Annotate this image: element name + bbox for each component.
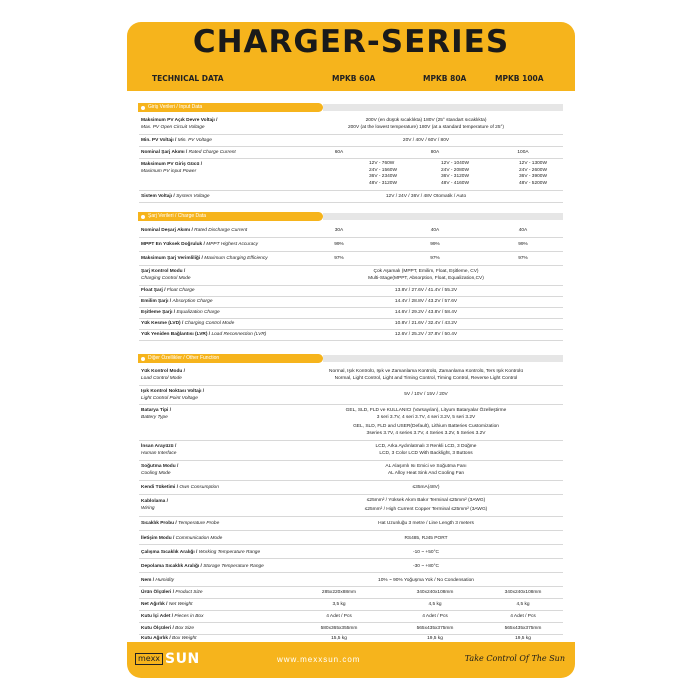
- model-2: MPKB 80A: [423, 74, 467, 83]
- footer: [127, 648, 575, 670]
- row-lvr: Yük Yeniden Bağlantısı (LVR) / Load Reconnection (LVR) 12.6V / 25.2V / 37.8V / 50.4V: [139, 331, 563, 341]
- row-battery-type: Batarya Tipi / Battery Type GEL, SLD, FLD ve KULLANICI (Varsayılan), Lityum Bataryalar Özelleştirme 3 seri 3.7V, 4 seri 3.7V, 4 seri 3.2V, 5 seri 3.2V GEL, SLD, FLD and USER(Default), Lithium Batteries Customization 3series 3.7V, 4 series 3.7V, 4 Series 3.2V, 5 Series 3.2V: [139, 406, 563, 441]
- model-3: MPKB 100A: [495, 74, 544, 83]
- bullet-icon: [141, 215, 145, 219]
- row-max-pv-voltage: Maksimum PV Açık Devre Voltajı / Max. PV Open Circuit Voltage 200V (en düşük sıcaklıkta) 180V (25° standart sıcaklıkta) 200V (at the lowest temperature) 180V (at a standard temperature of 25°): [139, 116, 563, 135]
- row-rated-discharge: Nominal Deşarj Akımı / Rated Discharge Current 30A 40A 40A: [139, 225, 563, 238]
- website-link[interactable]: www.mexxsun.com: [277, 655, 361, 664]
- slogan: Take Control Of The Sun: [464, 654, 565, 663]
- row-temperature-probe: Sıcaklık Probu / Temperature Probe Hat Uzunluğu 3 metre / Line Length 3 meters: [139, 518, 563, 531]
- mexxsun-logo: mexx SUN: [135, 652, 200, 666]
- row-pieces-in-box: Kutu İçi Adet / Pieces in Box 4 Adet / Pcs 4 Adet / Pcs 4 Adet / Pcs: [139, 612, 563, 623]
- row-min-pv-voltage: Min. PV Voltajı / Min. PV Voltage 20V / 40V / 60V / 80V: [139, 136, 563, 147]
- row-communication-mode: İletişim Modu / Communication Mode RS485, RJ45 PORT: [139, 532, 563, 545]
- row-mppt-accuracy: MPPT En Yüksek Doğruluk / MPPT Highest Accuracy 99% 99% 99%: [139, 239, 563, 252]
- row-own-consumption: Kendi Tüketimi / Own Consumption ≤35mA(48V): [139, 482, 563, 495]
- row-storage-temp: Depolama Sıcaklık Aralığı / Storage Temperature Range -30 ~ +80°C: [139, 560, 563, 573]
- row-charging-efficiency: Maksimum Şarj Verimliliği / Maximum Charging Efficiency 97% 97% 97%: [139, 253, 563, 266]
- technical-data-header: [127, 72, 575, 86]
- row-wiring: Kablolama / Wiring ≤25mm² / Yüksek Akım Bakır Terminal ≤25mm² (3AWG) ≤25mm² / High Current Copper Terminal ≤25mm² (3AWG): [139, 496, 563, 517]
- bullet-icon: [141, 357, 145, 361]
- row-box-size: Kutu Ölçüleri / Box Size 580x365x355mm 565x435x375mm 565x435x375mm: [139, 624, 563, 635]
- section-input: Giriş Verileri / Input Data: [127, 103, 575, 112]
- row-float-charge: Float Şarj / Float Charge 13.8V / 27.6V / 41.4V / 55.2V: [139, 287, 563, 297]
- model-1: MPKB 60A: [332, 74, 376, 83]
- row-humidity: Nem / Humidity 10% ~ 90% Yoğuşma Yok / No Condensation: [139, 574, 563, 587]
- row-product-size: Ürün Ölçüleri / Product Size 285x220x88mm 340x240x108mm 340x240x108mm: [139, 588, 563, 599]
- bullet-icon: [141, 106, 145, 110]
- row-light-control-voltage: Işık Kontrol Noktası Voltajı / Light Control Point Voltage 5V / 10V / 15V / 20V: [139, 387, 563, 405]
- row-cooling-mode: Soğutma Modu / Cooling Mode AL Alaşımlı Isı Emici ve Soğutma Fanı AL Alloy Heat Sink And Cooling Fan: [139, 462, 563, 481]
- row-box-weight: Kutu Ağırlık / Box Weight 15,5 kg 19,5 kg 19,5 kg: [141, 636, 531, 641]
- section-other: Diğer Özellikler / Other Function: [127, 354, 575, 363]
- row-equalization-charge: Eşitleme Şarjı / Equalization Charge 14.6V / 29.2V / 43.8V / 58.4V: [139, 309, 563, 319]
- spec-table: [127, 91, 575, 642]
- row-working-temp: Çalışma Sıcaklık Aralığı / Working Temperature Range -10 ~ +50°C: [139, 546, 563, 559]
- tech-data-label: TECHNICAL DATA: [152, 74, 224, 83]
- row-net-weight: Net Ağırlık / Net Weight 3,5 kg 4,5 kg 4,5 kg: [139, 600, 563, 611]
- section-charge: Şarj Verileri / Charge Data: [127, 212, 575, 221]
- page-title: CHARGER-SERIES: [192, 24, 510, 60]
- row-absorption-charge: Emilim Şarjı / Absorption Charge 14.4V / 28.8V / 43.2V / 57.6V: [139, 298, 563, 308]
- row-max-pv-power: Maksimum PV Giriş Gücü / Maximum PV input Power 12V - 760W 24V - 1560W 36V - 2340W 48V - 3120W 12V - 1040W 24V - 2080W 36V - 3120W 48V - 4160W 12V - 1300W 24V - 2600W 36V - 3900W 48V - 5200W: [139, 160, 563, 191]
- row-human-interface: İnsan Arayüzü / Human Interface LCD, Arka Aydınlatmalı 3 Renkli LCD, 3 Düğme LCD, 3 Color LCD With Backlight, 3 Buttons: [139, 442, 563, 461]
- row-load-control-mode: Yük Kontrol Modu / Load Control Mode Normal, Işık Kontrolü, Işık ve Zamanlama Kontrolü, Zamanlama Kontrolü, Ters Işık Kontrolü Normal, Light Control, Light and Timing Control, Timing Control, Reverse Light Control: [139, 367, 563, 386]
- row-lvd: Yük Kesme (LVD) / Charging Control Mode 10.8V / 21.6V / 32.4V / 43.2V: [139, 320, 563, 330]
- row-charging-mode: Şarj Kontrol Modu / Charging Control Mode Çok Aşamalı (MPPT, Emilim, Float, Eşitleme, CV) Multi-Stage(MPPT, Absorption, Float, Equalization,CV): [139, 267, 563, 286]
- datasheet-card: [127, 22, 575, 678]
- row-system-voltage: Sistem Voltajı / System Voltage 12V / 24V / 36V / 48V Otomatik / Auto: [139, 192, 563, 203]
- row-rated-charge-current: Nominal Şarj Akımı / Rated Charge Current 60A 80A 100A: [139, 148, 563, 159]
